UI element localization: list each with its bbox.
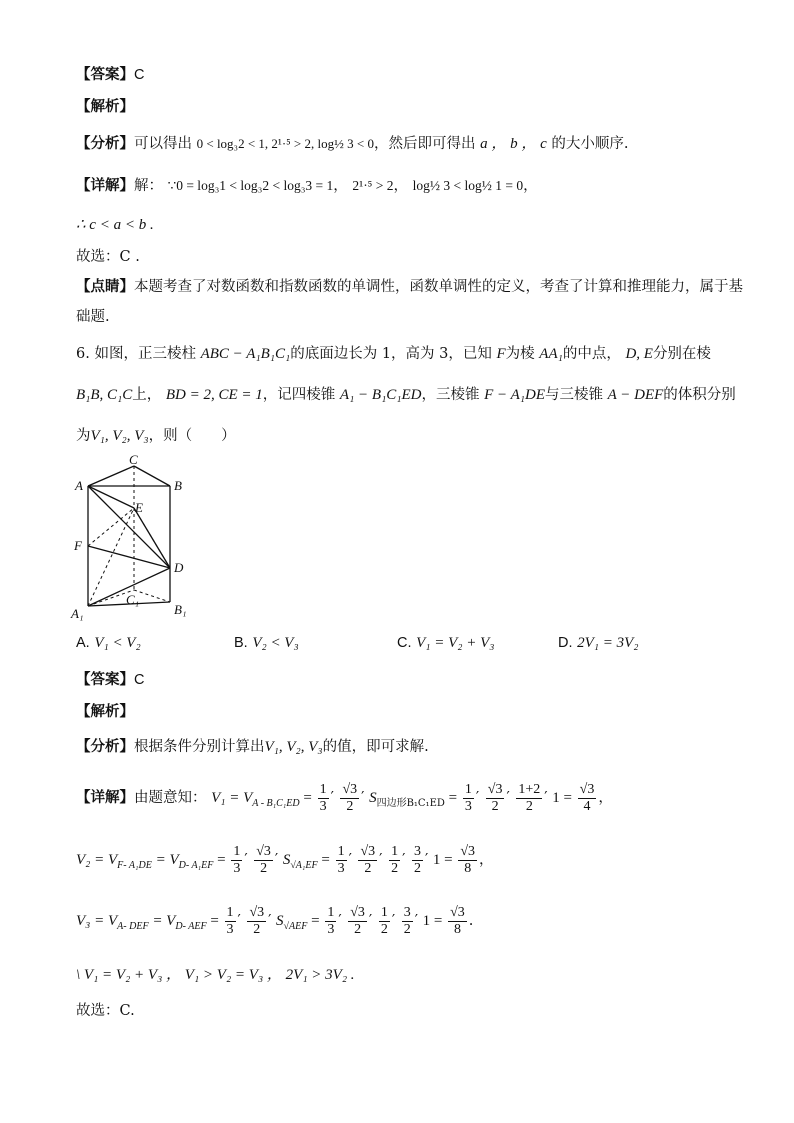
dianjing-text-1: 本题考查了对数函数和指数函数的单调性，函数单调性的定义，考查了计算和推理能力，属于基 <box>134 279 743 295</box>
edge-CB <box>134 466 170 486</box>
v3-lhs: V₃ = V <box>76 913 118 929</box>
final-relation: \ V₁ = V₂ + V₃ ， V₁ > V₂ = V₃ ， 2V₁ > 3V₂ . <box>76 967 355 983</box>
frac-1-2 <box>379 905 390 938</box>
q6-text: ，三棱锥 <box>421 387 480 403</box>
num: 1 <box>226 904 234 920</box>
frac-sqrt3-2 <box>247 905 266 938</box>
times: ′ <box>544 790 548 806</box>
period: . <box>468 913 474 929</box>
den: 8 <box>453 921 461 937</box>
q6-text: 的底面边长为 1，高为 3，已知 <box>290 346 492 362</box>
den: 3 <box>327 921 335 937</box>
option-c[interactable] <box>397 632 495 654</box>
den: 2 <box>346 798 354 814</box>
choice-2: 故选：C. <box>76 1003 135 1019</box>
label-D: D <box>174 560 184 575</box>
times: ′ <box>348 852 352 868</box>
q6-math: A₁ − B₁C₁ED <box>339 387 422 403</box>
option-a-expr: V₁ < V₂ <box>94 635 141 651</box>
detail-line-1: 【详解】解： ∵0 = log₃1 < log₃2 < log₃3 = 1， 2¹·⁵ > 2， log½ 3 < log½ 1 = 0， <box>76 178 538 194</box>
num: 1 <box>327 904 335 920</box>
frac-3-2 <box>402 905 413 938</box>
label-F: F <box>74 538 82 553</box>
question-6-line-1 <box>76 343 711 365</box>
q6-text: 的中点， <box>562 346 621 362</box>
times: ′ <box>268 913 272 929</box>
option-b[interactable] <box>234 632 299 654</box>
den: 2 <box>380 921 388 937</box>
frac-1-3 <box>225 905 236 938</box>
frac-sqrt3-8 <box>458 844 477 877</box>
frac-sqrt3-8 <box>448 905 467 938</box>
label-C1: C₁ <box>126 592 140 607</box>
answer-tag: 【答案】 <box>76 67 134 83</box>
one-eq: 1 = <box>552 790 576 806</box>
edge-AC <box>88 466 134 486</box>
frac-3-2 <box>516 782 542 815</box>
q6-text: ，记四棱锥 <box>262 387 336 403</box>
num: √3 <box>342 781 358 797</box>
answer-value: C <box>134 672 145 688</box>
formula-v2-line <box>76 842 494 884</box>
frac-1-3 <box>231 844 242 877</box>
v3-sub: D- AEF <box>175 920 207 932</box>
detail-tag: 【详解】 <box>76 790 134 806</box>
v2-sub: D- A₁EF <box>178 859 214 871</box>
num: 3 <box>403 904 411 920</box>
num: √3 <box>350 904 365 920</box>
den: 2 <box>260 860 268 876</box>
q6-math: F − A₁DE <box>484 387 545 403</box>
den: 2 <box>364 860 372 876</box>
conclusion-1: ∴ c < a < b . <box>76 217 154 233</box>
area-sub: √AEF <box>283 920 308 932</box>
label-B: B <box>174 478 182 493</box>
fenxi-vars: a ， b ， c <box>480 136 547 152</box>
label-A1: A₁ <box>71 606 84 621</box>
label-E: E <box>135 500 143 515</box>
edge-FD <box>88 546 170 568</box>
num: √3 <box>256 843 271 859</box>
den: 2 <box>391 860 399 876</box>
q6-math: V₁, V₂, V₃ <box>90 428 149 444</box>
num: 1 <box>391 843 399 859</box>
den: 2 <box>354 921 362 937</box>
times: ′ <box>414 913 419 929</box>
option-a[interactable] <box>76 632 141 654</box>
eq: = <box>444 790 461 806</box>
q6-text: 上， <box>132 387 162 403</box>
num: 1 <box>233 843 241 859</box>
edge-AD <box>88 486 170 568</box>
den: 3 <box>464 798 472 814</box>
num: √3 <box>249 904 265 920</box>
v1-sub: A - B₁C₁ED <box>252 797 300 809</box>
q6-text: 的体积分别 <box>663 387 736 403</box>
frac-sqrt3-2 <box>358 844 377 877</box>
detail-pre: 由题意知： <box>134 790 207 806</box>
analysis-heading-2: 【解析】 <box>76 704 134 720</box>
q6-text: 与三棱锥 <box>545 387 603 403</box>
num: √3 <box>579 781 595 797</box>
den: 3 <box>233 860 241 876</box>
answer-line-2 <box>76 669 144 691</box>
times: ′ <box>424 852 429 868</box>
fenxi-pre: 根据条件分别计算出 <box>134 739 265 755</box>
frac-sqrt3-2 <box>340 782 359 815</box>
times: ′ <box>475 790 480 806</box>
fenxi-line-2 <box>76 736 429 758</box>
fenxi-post: 的值，即可求解. <box>322 739 429 755</box>
num: √3 <box>460 843 476 859</box>
fenxi-formula: 0 < log₃2 < 1, 2¹·⁵ > 2, log½ 3 < 0 <box>196 136 374 151</box>
v3-mid: = V <box>148 913 176 929</box>
eq: = <box>206 913 223 929</box>
den: 3 <box>226 921 234 937</box>
option-d[interactable] <box>558 632 639 654</box>
times: ′ <box>506 790 510 806</box>
v2-lhs: V₂ = V <box>76 852 118 868</box>
area-sub: √A₁EF <box>290 859 318 871</box>
option-a-label: A. <box>76 635 90 651</box>
den: 2 <box>413 860 421 876</box>
q6-math: AA₁ <box>539 346 563 362</box>
question-6-line-2 <box>76 384 736 406</box>
den: 2 <box>491 798 499 814</box>
num: √3 <box>487 781 503 797</box>
formula-v3-line <box>76 903 473 945</box>
den: 3 <box>337 860 345 876</box>
times: ′ <box>379 852 383 868</box>
analysis-heading-1: 【解析】 <box>76 99 134 115</box>
prism-figure <box>68 452 198 622</box>
num: 1 <box>380 904 388 920</box>
option-c-expr: V₁ = V₂ + V₃ <box>416 635 495 651</box>
dianjing-line-1 <box>76 276 743 298</box>
comma: ， <box>479 852 494 868</box>
eq: = <box>307 913 324 929</box>
num: √3 <box>360 843 376 859</box>
answer-tag: 【答案】 <box>76 672 134 688</box>
comma: ， <box>598 790 613 806</box>
den: 4 <box>583 798 591 814</box>
question-6-line-3 <box>76 425 236 447</box>
frac-3-2 <box>412 844 423 877</box>
num: 1 <box>319 781 327 797</box>
fenxi-line-1 <box>76 133 628 155</box>
num: 3 <box>413 843 421 859</box>
frac-1-3 <box>318 782 329 815</box>
times: ′ <box>237 913 241 929</box>
times: ′ <box>330 790 334 806</box>
formula-v1-line <box>76 780 613 822</box>
eq: = <box>317 852 334 868</box>
den: 8 <box>464 860 472 876</box>
choice-1: 故选：C . <box>76 249 140 265</box>
q6-math: BD = 2, CE = 1 <box>165 387 263 403</box>
fenxi-pre: 可以得出 <box>134 136 192 152</box>
frac-sqrt3-4 <box>578 782 597 815</box>
num: 1 <box>337 843 345 859</box>
frac-1-2 <box>389 844 400 877</box>
fenxi-math: V₁, V₂, V₃ <box>264 739 323 755</box>
one-eq: 1 = <box>432 852 457 868</box>
area-s: S <box>369 790 377 806</box>
option-d-label: D. <box>558 635 573 651</box>
v1-lhs: V₁ = V <box>211 790 253 806</box>
dianjing-line-2: 础题. <box>76 309 110 325</box>
q6-text: 6. 如图，正三棱柱 <box>76 346 196 362</box>
detail-f2: 2¹·⁵ > 2 <box>352 178 394 193</box>
frac-sqrt3-2 <box>486 782 505 815</box>
dianjing-tag: 【点睛】 <box>76 279 134 295</box>
one-eq: 1 = <box>422 913 447 929</box>
q6-text: 为 <box>76 428 91 444</box>
q6-math: D, E <box>625 346 653 362</box>
answer-value: C <box>134 67 145 83</box>
times: ′ <box>244 852 248 868</box>
times: ′ <box>391 913 396 929</box>
num: 1+2 <box>518 781 541 797</box>
area-s: S <box>282 852 291 868</box>
times: ′ <box>361 790 365 806</box>
detail-pre: 解： <box>134 178 163 194</box>
label-A: A <box>75 478 83 493</box>
frac-1-3 <box>463 782 474 815</box>
frac-1-3 <box>336 844 347 877</box>
fenxi-end: 的大小顺序. <box>551 136 629 152</box>
label-C: C <box>129 452 138 467</box>
option-b-expr: V₂ < V₃ <box>252 635 299 651</box>
num: 1 <box>464 781 472 797</box>
edge-FE-hidden <box>88 508 134 546</box>
fenxi-tag: 【分析】 <box>76 136 134 152</box>
detail-tag: 【详解】 <box>76 178 134 194</box>
den: 2 <box>253 921 261 937</box>
fenxi-post: ，然后即可得出 <box>373 136 476 152</box>
v3-sub: A- DEF <box>117 920 149 932</box>
frac-1-3 <box>325 905 336 938</box>
times: ′ <box>402 852 406 868</box>
fenxi-tag: 【分析】 <box>76 739 134 755</box>
frac-sqrt3-2 <box>254 844 273 877</box>
edge-C1B1-hidden <box>134 590 170 602</box>
q6-math: A − DEF <box>607 387 664 403</box>
option-d-expr: 2V₁ = 3V₂ <box>577 635 639 651</box>
times: ′ <box>274 852 279 868</box>
answer-line-1 <box>76 64 144 86</box>
q6-math: F <box>496 346 506 362</box>
den: 3 <box>319 798 327 814</box>
q6-text: ，则（ ） <box>148 428 236 444</box>
eq: = <box>213 852 230 868</box>
q6-math: ABC − A₁B₁C₁ <box>200 346 291 362</box>
area-sub: 四边形B₁C₁ED <box>376 797 445 809</box>
detail-f3: log½ 3 < log½ 1 = 0 <box>412 178 524 193</box>
q6-text: 分别在棱 <box>652 346 711 362</box>
num: √3 <box>450 904 465 920</box>
option-b-label: B. <box>234 635 248 651</box>
frac-sqrt3-2 <box>348 905 367 938</box>
edge-AE <box>88 486 134 508</box>
times: ′ <box>338 913 342 929</box>
v2-sub: F- A₁DE <box>117 859 152 871</box>
area-s: S <box>276 913 284 929</box>
option-c-label: C. <box>397 635 412 651</box>
v2-mid: = V <box>151 852 179 868</box>
eq: = <box>299 790 316 806</box>
detail-f1: ∵0 = log₃1 < log₃2 < log₃3 = 1 <box>167 178 334 193</box>
den: 2 <box>403 921 411 937</box>
q6-text: 为棱 <box>505 346 535 362</box>
times: ′ <box>368 913 373 929</box>
q6-math: B₁B, C₁C <box>76 387 133 403</box>
den: 2 <box>525 798 533 814</box>
label-B1: B₁ <box>174 602 187 617</box>
